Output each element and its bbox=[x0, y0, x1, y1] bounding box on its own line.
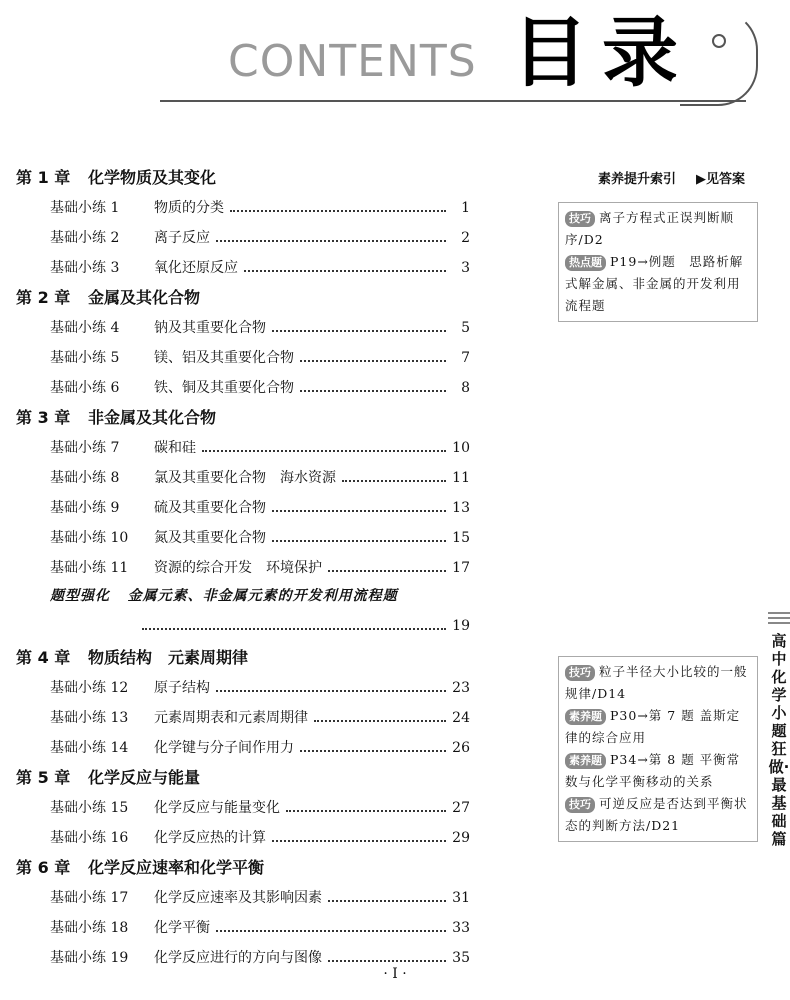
leader-dots bbox=[142, 614, 446, 630]
entry-title: 硫及其重要化合物 bbox=[154, 500, 266, 516]
entry-page: 35 bbox=[452, 950, 470, 966]
entry-code: 基础小练 18 bbox=[50, 920, 129, 936]
entry-page: 10 bbox=[452, 440, 470, 456]
entry-title: 化学反应热的计算 bbox=[154, 830, 266, 846]
entry-code: 基础小练 7 bbox=[50, 440, 120, 456]
toc-entry[interactable] bbox=[50, 226, 470, 250]
chapter-title: 物质结构 元素周期律 bbox=[88, 648, 249, 667]
entry-code: 基础小练 6 bbox=[50, 380, 120, 396]
side-bar bbox=[768, 612, 790, 614]
toc-entry[interactable] bbox=[50, 736, 470, 760]
tip-text: P19→例题 思路析解式解金属、非金属的开发利用流程题 bbox=[565, 254, 744, 313]
chapter-number: 第 3 章 bbox=[16, 408, 71, 427]
chapter-heading bbox=[16, 766, 200, 790]
entry-code: 基础小练 13 bbox=[50, 710, 129, 726]
toc-entry[interactable] bbox=[50, 466, 470, 490]
leader-dots bbox=[286, 796, 446, 812]
entry-title: 铁、铜及其重要化合物 bbox=[154, 380, 294, 396]
leader-dots bbox=[328, 556, 446, 572]
tip-text: 粒子半径大小比较的一般规律/D14 bbox=[565, 664, 748, 701]
leader-dots bbox=[216, 226, 446, 242]
entry-code: 基础小练 8 bbox=[50, 470, 120, 486]
entry-title: 化学反应速率及其影响因素 bbox=[154, 890, 322, 906]
leader-dots bbox=[300, 376, 446, 392]
entry-page: 19 bbox=[452, 618, 470, 634]
page-header bbox=[0, 0, 790, 110]
side-bar bbox=[768, 622, 790, 624]
answer-link[interactable]: ▶见答案 bbox=[696, 172, 746, 187]
chapter-number: 第 4 章 bbox=[16, 648, 71, 667]
tip-tag: 热点题 bbox=[565, 255, 606, 271]
leader-dots bbox=[230, 196, 446, 212]
tip-tag: 技巧 bbox=[565, 211, 595, 227]
entry-page: 11 bbox=[452, 470, 470, 486]
entry-page: 27 bbox=[452, 800, 470, 816]
leader-dots bbox=[272, 496, 446, 512]
header-rule bbox=[160, 100, 746, 102]
entry-page: 7 bbox=[461, 350, 470, 366]
toc-entry[interactable] bbox=[50, 556, 470, 580]
chapter-heading bbox=[16, 166, 216, 190]
entry-page: 5 bbox=[461, 320, 470, 336]
special-label: 题型强化 bbox=[50, 588, 110, 604]
index-tip[interactable] bbox=[559, 793, 757, 837]
entry-title: 离子反应 bbox=[154, 230, 210, 246]
entry-page: 3 bbox=[461, 260, 470, 276]
toc-entry[interactable] bbox=[50, 496, 470, 520]
chapter-title: 非金属及其化合物 bbox=[88, 408, 217, 427]
entry-code: 基础小练 10 bbox=[50, 530, 129, 546]
tip-tag: 素养题 bbox=[565, 753, 606, 769]
entry-page: 17 bbox=[452, 560, 470, 576]
entry-title: 钠及其重要化合物 bbox=[154, 320, 266, 336]
toc-entry[interactable] bbox=[50, 196, 470, 220]
entry-page: 26 bbox=[452, 740, 470, 756]
toc-entry[interactable] bbox=[50, 376, 470, 400]
toc-entry[interactable] bbox=[50, 796, 470, 820]
chapter-title: 化学物质及其变化 bbox=[88, 168, 217, 187]
toc-entry[interactable] bbox=[50, 826, 470, 850]
special-topic[interactable] bbox=[50, 584, 398, 608]
leader-dots bbox=[328, 946, 446, 962]
index-heading bbox=[598, 170, 745, 190]
entry-code: 基础小练 3 bbox=[50, 260, 120, 276]
special-title: 金属元素、非金属元素的开发利用流程题 bbox=[127, 588, 398, 604]
entry-title: 元素周期表和元素周期律 bbox=[154, 710, 308, 726]
chapter-title: 金属及其化合物 bbox=[88, 288, 201, 307]
leader-dots bbox=[272, 316, 446, 332]
leader-dots bbox=[272, 526, 446, 542]
entry-title: 镁、铝及其重要化合物 bbox=[154, 350, 294, 366]
leader-dots bbox=[314, 706, 446, 722]
tip-tag: 技巧 bbox=[565, 665, 595, 681]
contents-word: CONTENTS bbox=[228, 36, 477, 87]
entry-title: 化学反应与能量变化 bbox=[154, 800, 280, 816]
chapter-heading bbox=[16, 406, 216, 430]
entry-code: 基础小练 16 bbox=[50, 830, 129, 846]
entry-title: 化学平衡 bbox=[154, 920, 210, 936]
entry-code: 基础小练 14 bbox=[50, 740, 129, 756]
chapter-heading bbox=[16, 646, 248, 670]
chapter-number: 第 6 章 bbox=[16, 858, 71, 877]
toc-entry[interactable] bbox=[50, 676, 470, 700]
leader-dots bbox=[328, 886, 446, 902]
entry-page: 1 bbox=[461, 200, 470, 216]
toc-entry[interactable] bbox=[50, 916, 470, 940]
entry-code: 基础小练 5 bbox=[50, 350, 120, 366]
leader-dots bbox=[216, 676, 446, 692]
chapter-number: 第 1 章 bbox=[16, 168, 71, 187]
toc-entry[interactable] bbox=[50, 316, 470, 340]
chapter-number: 第 2 章 bbox=[16, 288, 71, 307]
entry-title: 氯及其重要化合物 海水资源 bbox=[154, 470, 336, 486]
entry-page: 13 bbox=[452, 500, 470, 516]
leader-dots bbox=[342, 466, 446, 482]
entry-code: 基础小练 12 bbox=[50, 680, 129, 696]
chapter-title: 化学反应与能量 bbox=[88, 768, 201, 787]
chapter-heading bbox=[16, 856, 264, 880]
index-tip[interactable] bbox=[559, 661, 757, 705]
entry-code: 基础小练 4 bbox=[50, 320, 120, 336]
chapter-title: 化学反应速率和化学平衡 bbox=[88, 858, 265, 877]
entry-page: 33 bbox=[452, 920, 470, 936]
entry-page: 2 bbox=[461, 230, 470, 246]
tip-text: 可逆反应是否达到平衡状态的判断方法/D21 bbox=[565, 796, 748, 833]
header-hook-decoration bbox=[680, 10, 758, 106]
index-tip[interactable] bbox=[559, 207, 757, 251]
entry-title: 原子结构 bbox=[154, 680, 210, 696]
entry-title: 化学反应进行的方向与图像 bbox=[154, 950, 322, 966]
entry-code: 基础小练 1 bbox=[50, 200, 120, 216]
index-tip[interactable] bbox=[559, 749, 757, 793]
entry-page: 15 bbox=[452, 530, 470, 546]
entry-title: 氮及其重要化合物 bbox=[154, 530, 266, 546]
toc-entry[interactable] bbox=[50, 436, 470, 460]
toc-entry[interactable] bbox=[50, 886, 470, 910]
leader-dots bbox=[300, 346, 446, 362]
toc-entry[interactable] bbox=[50, 256, 470, 280]
index-box bbox=[558, 656, 758, 842]
tip-tag: 技巧 bbox=[565, 797, 595, 813]
toc-entry[interactable] bbox=[50, 706, 470, 730]
page-title: 目录 bbox=[512, 8, 692, 97]
toc-entry[interactable] bbox=[50, 526, 470, 550]
entry-code: 基础小练 11 bbox=[50, 560, 129, 576]
tip-text: 离子方程式正误判断顺序/D2 bbox=[565, 210, 735, 247]
index-title: 素养提升索引 bbox=[598, 172, 677, 187]
side-tab bbox=[768, 612, 788, 912]
index-tip[interactable] bbox=[559, 251, 757, 317]
chapter-number: 第 5 章 bbox=[16, 768, 71, 787]
side-bar bbox=[768, 617, 790, 619]
header-ring-decoration bbox=[712, 34, 726, 48]
entry-page: 31 bbox=[452, 890, 470, 906]
series-name: 高中化学 小题狂做·最基础篇 bbox=[768, 632, 790, 848]
entry-title: 化学键与分子间作用力 bbox=[154, 740, 294, 756]
index-box bbox=[558, 202, 758, 322]
entry-page: 8 bbox=[461, 380, 470, 396]
entry-code: 基础小练 2 bbox=[50, 230, 120, 246]
leader-dots bbox=[300, 736, 446, 752]
entry-title: 碳和硅 bbox=[154, 440, 196, 456]
entry-code: 基础小练 9 bbox=[50, 500, 120, 516]
leader-dots bbox=[272, 826, 446, 842]
leader-dots bbox=[244, 256, 446, 272]
leader-dots bbox=[202, 436, 446, 452]
entry-code: 基础小练 15 bbox=[50, 800, 129, 816]
chapter-heading bbox=[16, 286, 200, 310]
entry-code: 基础小练 17 bbox=[50, 890, 129, 906]
tip-text: P30→第 7 题 盖斯定律的综合应用 bbox=[565, 708, 741, 745]
entry-title: 资源的综合开发 环境保护 bbox=[154, 560, 322, 576]
tip-text: P34→第 8 题 平衡常数与化学平衡移动的关系 bbox=[565, 752, 741, 789]
entry-page: 24 bbox=[452, 710, 470, 726]
entry-title: 氧化还原反应 bbox=[154, 260, 238, 276]
index-tip[interactable] bbox=[559, 705, 757, 749]
entry-title: 物质的分类 bbox=[154, 200, 224, 216]
entry-page: 29 bbox=[452, 830, 470, 846]
tip-tag: 素养题 bbox=[565, 709, 606, 725]
toc-entry[interactable] bbox=[50, 346, 470, 370]
entry-page: 23 bbox=[452, 680, 470, 696]
page-number: · Ⅰ · bbox=[383, 966, 407, 982]
leader-dots bbox=[216, 916, 446, 932]
special-topic-page-line bbox=[142, 614, 470, 638]
entry-code: 基础小练 19 bbox=[50, 950, 129, 966]
